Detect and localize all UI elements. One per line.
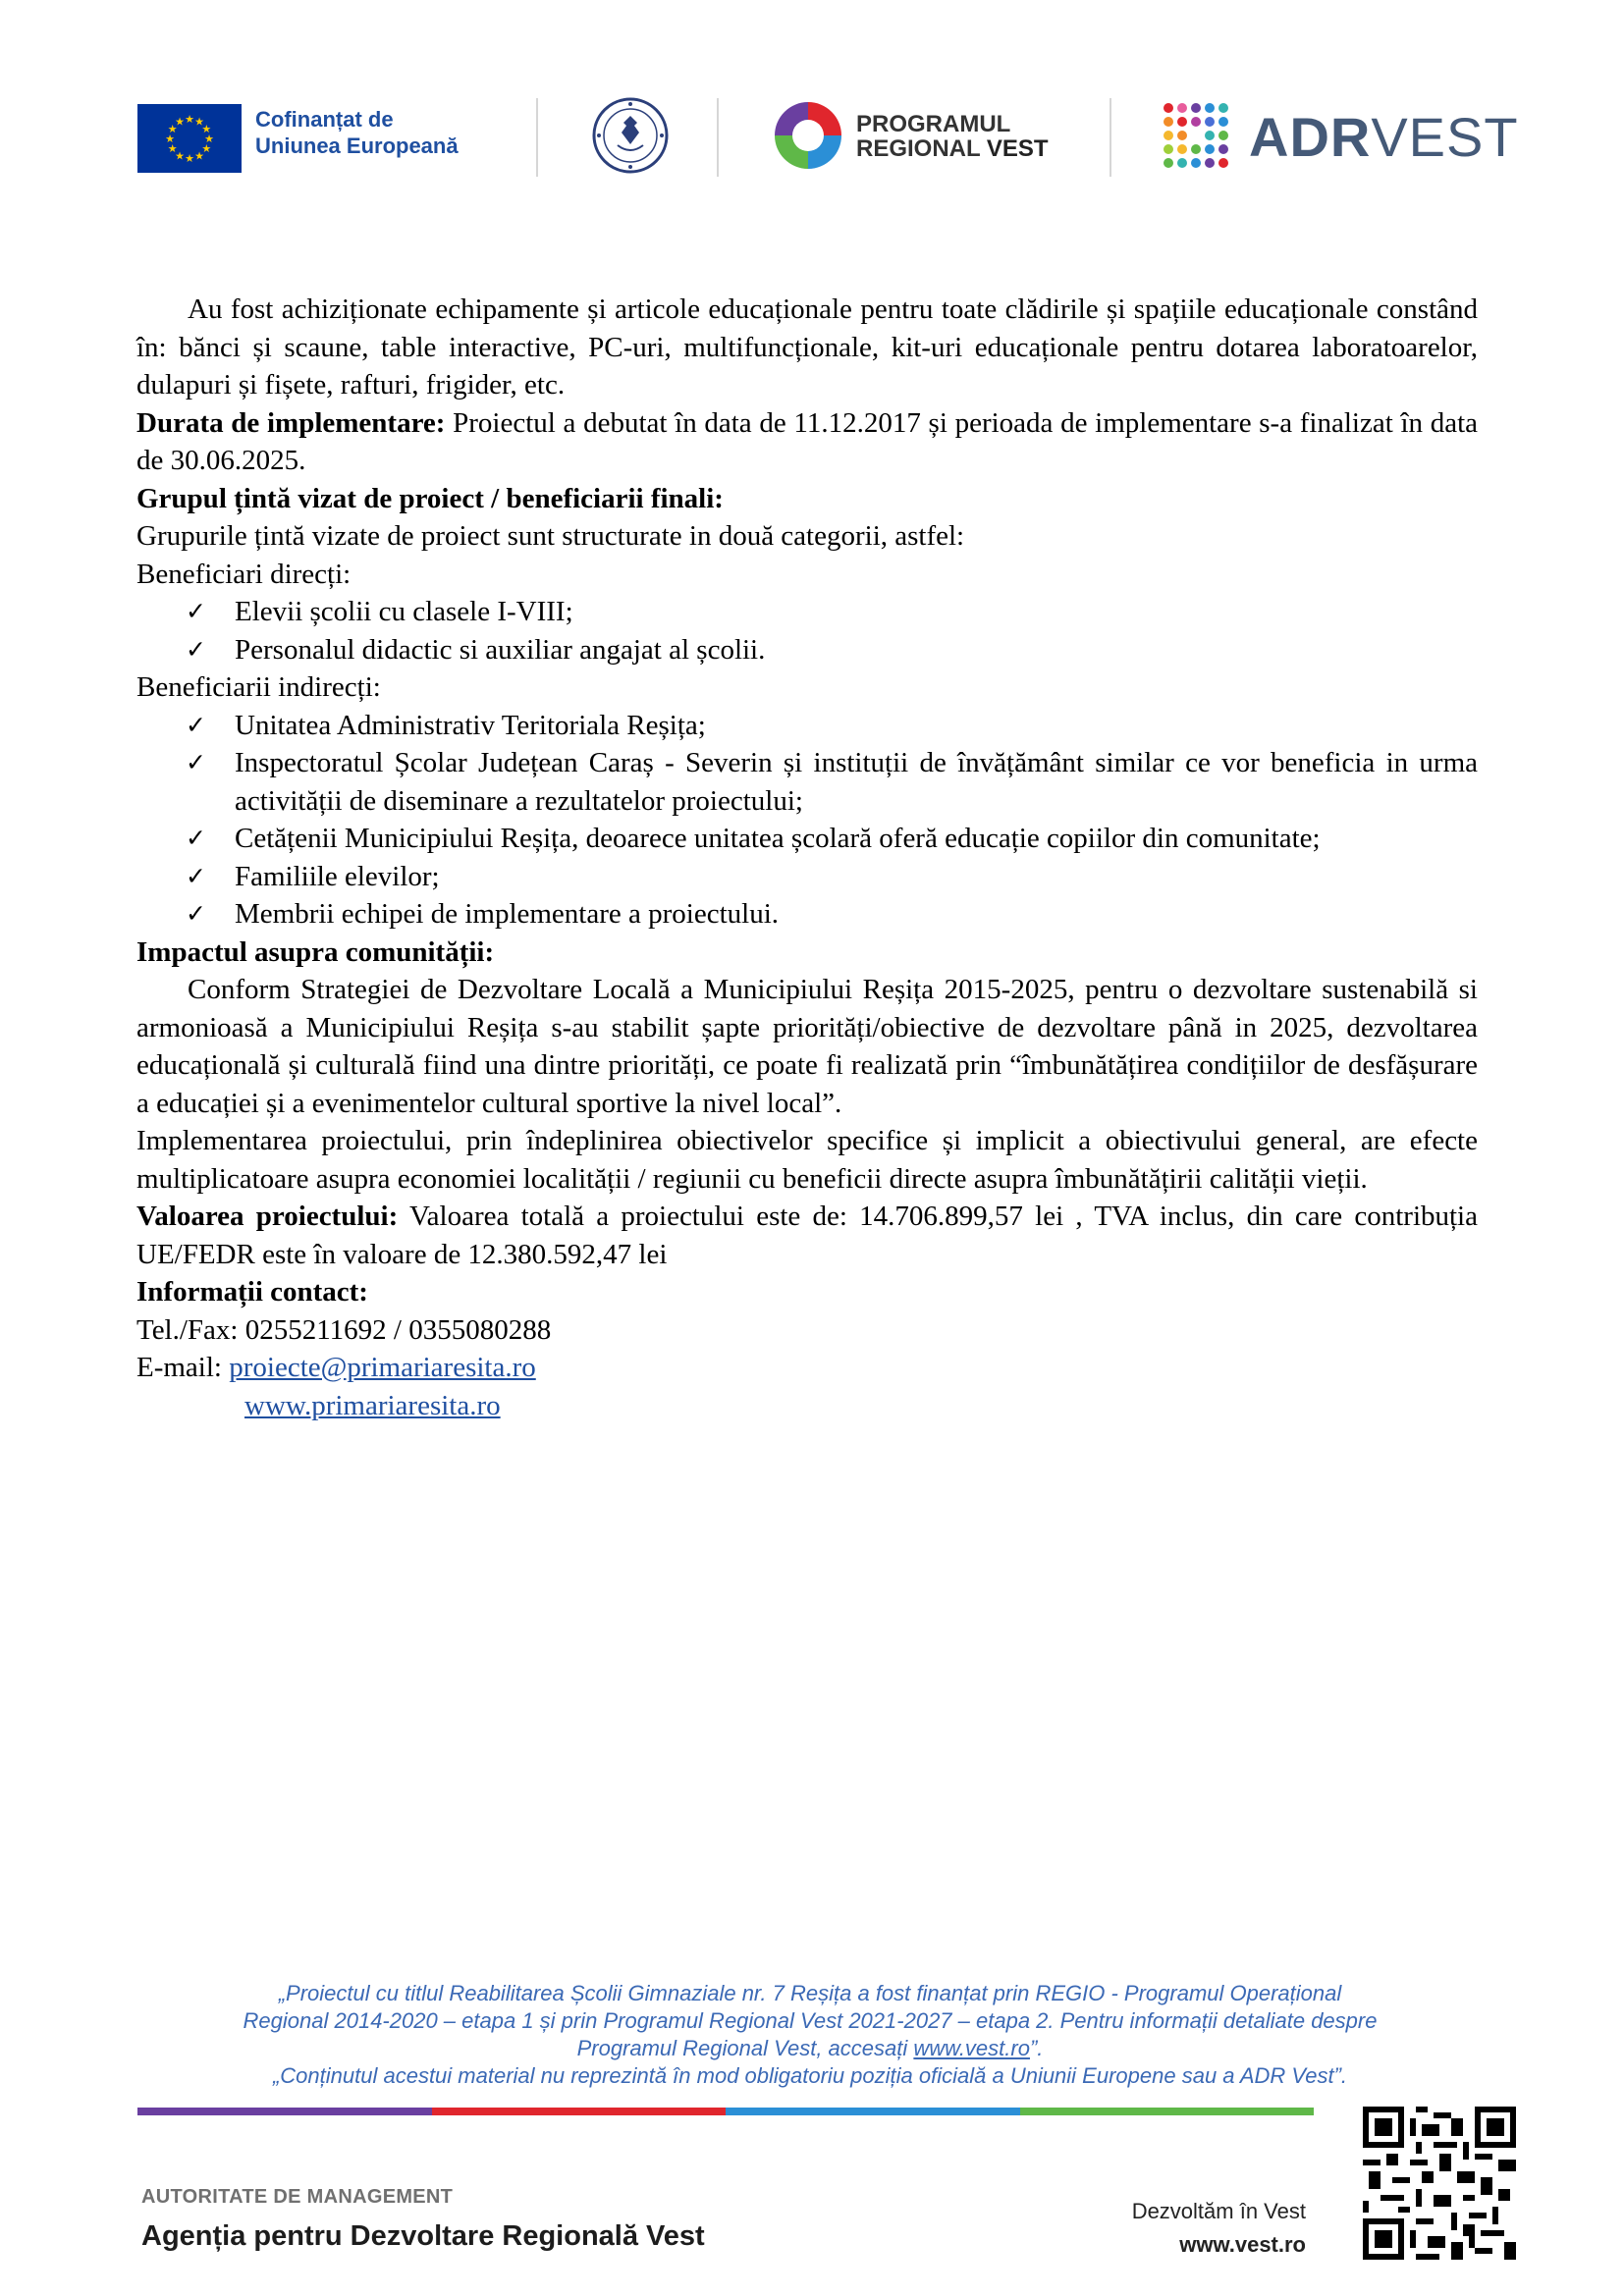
list-item: ✓ Familiile elevilor; (186, 858, 1478, 896)
qr-code-icon (1363, 2107, 1516, 2260)
checkmark-icon: ✓ (186, 710, 206, 739)
svg-text:★: ★ (167, 142, 178, 155)
indirect-beneficiaries-list (136, 707, 1478, 934)
programul-regional-vest-logo-icon (771, 98, 845, 173)
valoare-text: Valoarea totală a proiectului este de: 14.706.899,57 lei , TVA inclus, din care contribuția UE/FEDR este în valoare de 12.380.592,47 lei (136, 1201, 1478, 1270)
svg-text:★: ★ (201, 123, 212, 135)
footer-website[interactable]: www.vest.ro (1179, 2232, 1306, 2257)
list-item: ✓ Personalul didactic si auxiliar angajat al școlii. (186, 631, 1478, 669)
impact-paragraph-1: Conform Strategiei de Dezvoltare Locală a Municipiului Reșița 2015-2025, pentru o dezvoltare sustenabilă si armonioasă a Municipiului Reșița s-au stabilit șapte priorități/obiective de dezvoltare până in 2025, dezvoltarea educațională și culturală fiind una dintre priorități, ce poate fi realizată prin “îmbunătățirea condițiilor de desfășurare a educației și a evenimentelor cultural sportive la nivel local”. (136, 974, 1478, 1119)
footer-color-bar (137, 2108, 1314, 2115)
checkmark-icon: ✓ (186, 597, 206, 625)
list-item: ✓ Cetățenii Municipiului Reșița, deoarece unitatea școlară oferă educație copiilor din comunitate; (186, 820, 1478, 858)
direct-beneficiaries-list (136, 593, 1478, 668)
logo-header (0, 0, 1624, 196)
logo-divider (536, 98, 538, 177)
impact-paragraph-2: Implementarea proiectului, prin îndeplinirea obiectivelor specifice și implicit a obiectivului general, are efecte multiplicatoare asupra economiei localității / regiunii cu beneficii directe asupra îmbunătățirii calității vieții. (136, 1125, 1478, 1195)
slogan: Dezvoltăm în Vest (1131, 2199, 1306, 2223)
list-item: ✓ Unitatea Administrativ Teritoriala Reșița; (186, 707, 1478, 745)
impact-heading: Impactul asupra comunității: (136, 935, 495, 968)
svg-text:★: ★ (185, 152, 194, 165)
checkmark-icon: ✓ (186, 861, 206, 890)
funding-footnote: „Proiectul cu titlul Reabilitarea Școlii Gimnaziale nr. 7 Reșița a fost finanțat prin REGIO - Programul Operațional Regional 2014-2020 – etapa 1 și prin Programul Regional Vest 2021-2027 – etapa 2. Pentru informații detaliate despre Programul Regional Vest, accesați www.vest.ro”. „Conținutul acestui material nu reprezintă în mod obligatoriu poziția oficială a Uniunii Europene sau a ADR Vest”. (243, 1981, 1378, 2088)
authority-label: AUTORITATE DE MANAGEMENT (141, 2186, 454, 2208)
checkmark-icon: ✓ (186, 824, 206, 852)
svg-text:★: ★ (175, 149, 185, 163)
website-link[interactable]: www.primariaresita.ro (244, 1389, 501, 1421)
list-item: ✓ Membrii echipei de implementare a proiectului. (186, 895, 1478, 934)
adr-vest-label: ADRVEST (1249, 106, 1519, 168)
direct-heading: Beneficiari direcți: (136, 558, 352, 590)
adr-vest-dots-icon (1159, 98, 1235, 175)
programul-regional-vest-label: PROGRAMUL REGIONAL VEST (856, 111, 1049, 162)
eu-flag-icon (137, 104, 242, 173)
durata-paragraph (136, 404, 1478, 480)
svg-text:★: ★ (165, 133, 175, 145)
contact-website-line (136, 1387, 1478, 1425)
eu-cofinancing-label: Cofinanțat de Uniunea Europeană (255, 107, 459, 158)
list-item: ✓ Elevii școlii cu clasele I-VIII; (186, 593, 1478, 631)
logo-divider (717, 98, 719, 177)
grup-intro: Grupurile țintă vizate de proiect sunt structurate in două categorii, astfel: (136, 520, 965, 552)
svg-text:★: ★ (167, 123, 178, 135)
document-body (136, 291, 1478, 1424)
svg-text:★: ★ (201, 142, 212, 155)
romanian-government-seal-icon (591, 96, 670, 175)
logo-divider (1110, 98, 1111, 177)
grup-heading: Grupul țintă vizat de proiect / beneficiarii finali: (136, 482, 724, 514)
indirect-heading: Beneficiarii indirecți: (136, 671, 381, 703)
svg-text:★: ★ (194, 115, 204, 129)
list-item: ✓ Inspectoratul Școlar Județean Caraș - Severin și instituții de învățământ similar ce vor beneficia in urma activității de diseminare a rezultatelor proiectului; (186, 744, 1478, 820)
authority-name: Agenția pentru Dezvoltare Regională Vest (141, 2220, 705, 2252)
checkmark-icon: ✓ (186, 899, 206, 928)
contact-phone: Tel./Fax: 0255211692 / 0355080288 (136, 1313, 552, 1346)
durata-text: Proiectul a debutat în data de 11.12.2017 și perioada de implementare s-a finalizat în data de 30.06.2025. (136, 406, 1479, 476)
svg-text:★: ★ (175, 115, 185, 129)
durata-label: Durata de implementare: (136, 406, 446, 439)
checkmark-icon: ✓ (186, 634, 206, 664)
svg-text:★: ★ (204, 133, 214, 145)
svg-text:★: ★ (185, 113, 194, 126)
email-link[interactable]: proiecte@primariaresita.ro (229, 1352, 536, 1383)
email-label: E-mail: (136, 1352, 230, 1383)
svg-text:★: ★ (194, 149, 204, 163)
vest-link[interactable]: www.vest.ro (913, 2036, 1030, 2060)
contact-heading: Informații contact: (136, 1276, 368, 1308)
valoare-label: Valoarea proiectului: (136, 1201, 399, 1232)
intro-paragraph: Au fost achiziționate echipamente și articole educaționale pentru toate clădirile și spațiile educaționale constând în: bănci și scaune, table interactive, PC-uri, multifuncționale, kit-uri educaționale pentru dotarea laboratoarelor, dulapuri și fișete, rafturi, frigider, etc. (136, 294, 1478, 400)
contact-email-line (136, 1349, 1478, 1387)
checkmark-icon: ✓ (186, 748, 206, 776)
valoare-paragraph (136, 1198, 1478, 1273)
